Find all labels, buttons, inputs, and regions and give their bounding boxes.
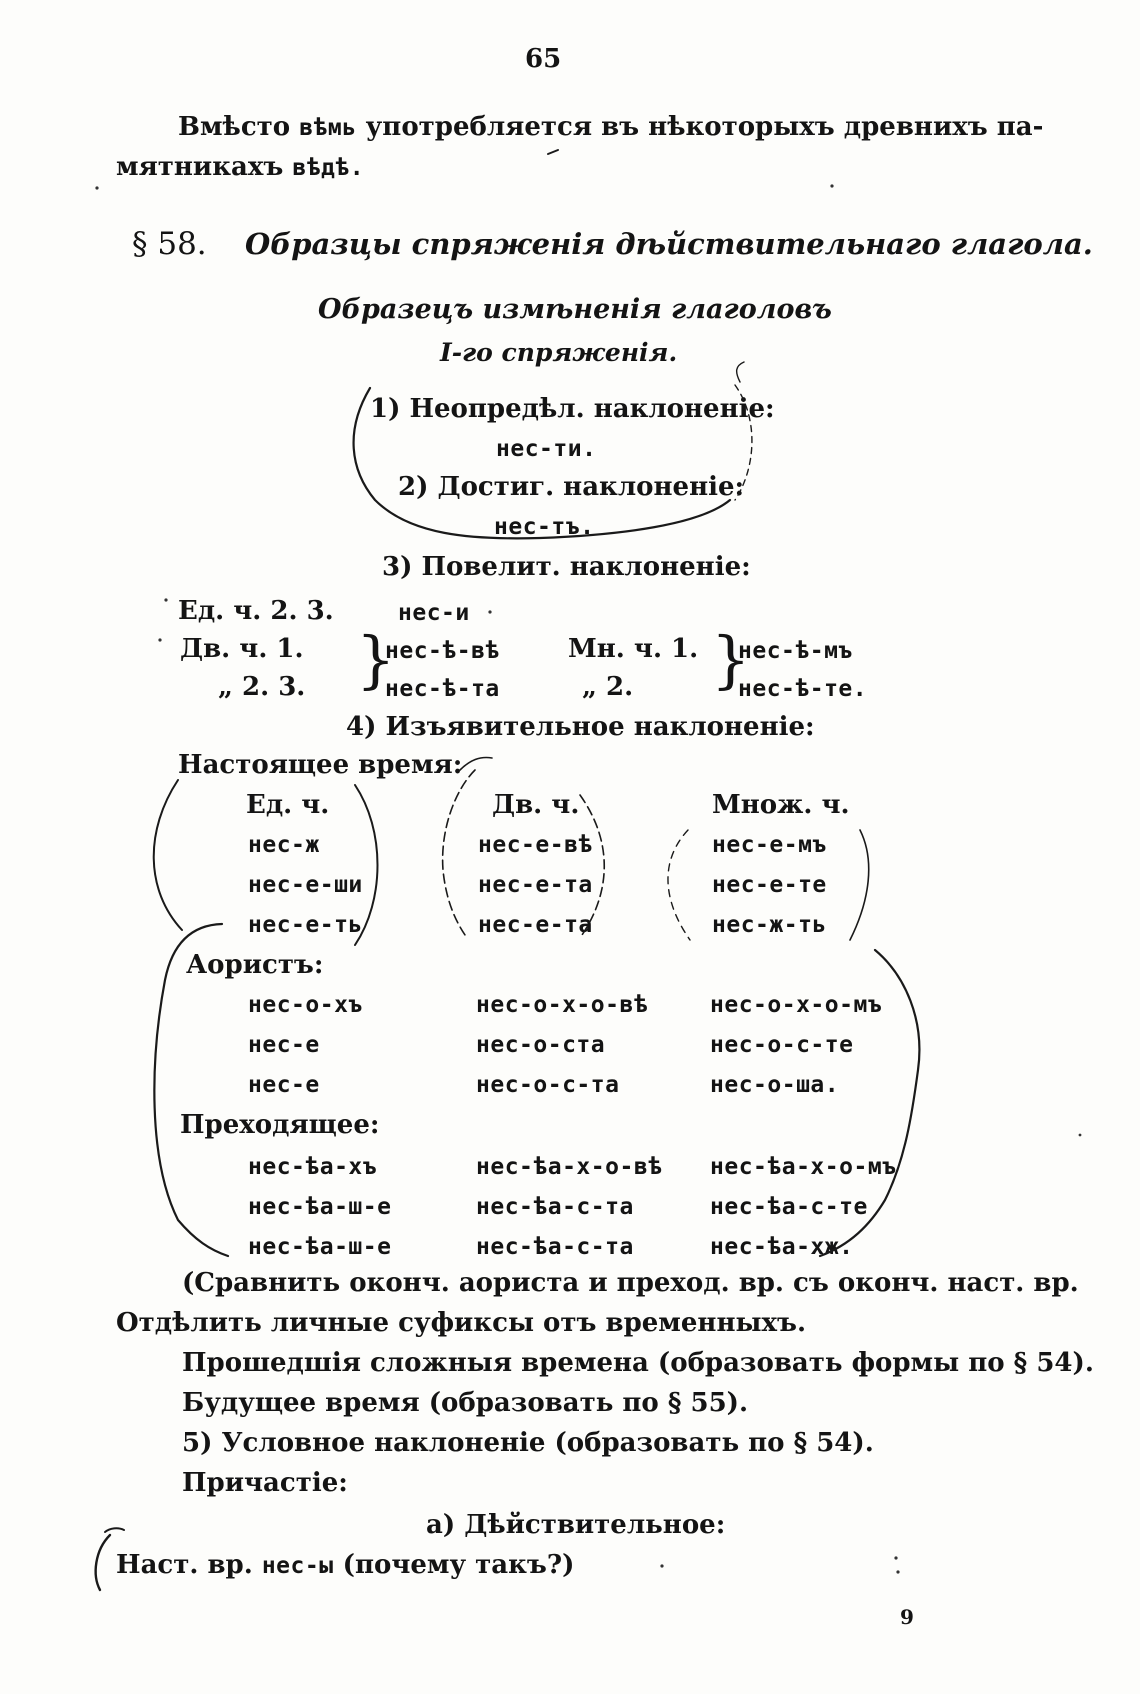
pencil-dot: [158, 638, 161, 641]
imperative-pl-label-1: Мн. ч. 1.: [568, 634, 699, 664]
mood-imperative: 3) Повелит. наклоненіе:: [382, 552, 751, 582]
pencil-dot: [1079, 1134, 1082, 1137]
pattern-heading: Образецъ измѣненія глаголовъ: [318, 294, 832, 325]
imperative-sg-label: Ед. ч. 2. 3.: [178, 596, 334, 626]
intro-line-1: [178, 112, 1043, 143]
pencil-bracket: [850, 830, 869, 940]
imperfect-pl-1: нес-ѣа-х-о-мъ: [710, 1154, 897, 1180]
section-number: § 58.: [132, 226, 207, 262]
aorist-label: Аористъ:: [186, 950, 324, 980]
pencil-mark: [105, 1528, 124, 1532]
note-line-3: Прошедшія сложныя времена (образовать формы по § 54).: [182, 1348, 1094, 1378]
brace: }: [711, 623, 751, 696]
present-pl-2: нес-е-те: [712, 872, 827, 898]
imperfect-label: Преходящее:: [180, 1110, 380, 1140]
present-sg-3: нес-е-ть: [248, 912, 363, 938]
pencil-dot: [95, 186, 98, 189]
imperative-pl-form-2: нес-ѣ-те.: [738, 676, 868, 702]
mood-infinitive: 1) Неопредѣл. наклоненіе:: [370, 394, 775, 424]
aorist-sg-1: нес-о-хъ: [248, 992, 363, 1018]
present-pl-1: нес-е-мъ: [712, 832, 827, 858]
intro-line-2: [116, 152, 364, 183]
aorist-du-3: нес-о-с-та: [476, 1072, 620, 1098]
pencil-parenthesis: [96, 1535, 110, 1590]
intro-text: употребляется въ нѣкоторыхъ древнихъ па-: [365, 112, 1044, 142]
aorist-pl-1: нес-о-х-о-мъ: [710, 992, 883, 1018]
aorist-pl-3: нес-о-ша.: [710, 1072, 840, 1098]
participle-label: Причастіе:: [182, 1468, 348, 1498]
aorist-sg-3: нес-е: [248, 1072, 320, 1098]
participle-present-form: нес-ы: [261, 1553, 334, 1579]
imperative-du-label-1: Дв. ч. 1.: [180, 634, 304, 664]
infinitive-form: нес-ти.: [496, 436, 597, 462]
pencil-mark: [460, 758, 492, 771]
church-slavonic-word: вѣдѣ.: [292, 155, 365, 181]
pencil-bracket-dashed: [668, 830, 690, 940]
pencil-dot: [830, 184, 833, 187]
participle-active: а) Дѣйствительное:: [426, 1510, 726, 1540]
mood-conditional: 5) Условное наклоненіе (образовать по § 54).: [182, 1428, 874, 1458]
present-du-2: нес-е-та: [478, 872, 593, 898]
pencil-bracket-dashed: [443, 770, 475, 935]
imperfect-du-3: нес-ѣа-с-та: [476, 1234, 634, 1260]
mood-supine: 2) Достиг. наклоненіе:: [398, 472, 745, 502]
present-label: Настоящее время:: [178, 750, 463, 780]
pencil-dot: [488, 610, 491, 613]
column-dual: Дв. ч.: [492, 790, 580, 820]
imperfect-sg-2: нес-ѣа-ш-е: [248, 1194, 392, 1220]
imperative-sg-form: нес-и: [398, 600, 470, 626]
intro-text: мятникахъ: [116, 152, 284, 182]
aorist-du-2: нес-о-ста: [476, 1032, 606, 1058]
imperative-du-form-1: нес-ѣ-вѣ: [385, 638, 500, 664]
pencil-dot: [164, 598, 167, 601]
pencil-dot: [894, 1556, 897, 1559]
pencil-dot: [896, 1570, 899, 1573]
pencil-bracket: [154, 780, 182, 930]
imperfect-du-1: нес-ѣа-х-о-вѣ: [476, 1154, 663, 1180]
present-sg-1: нес-ж: [248, 832, 320, 858]
participle-present: [116, 1550, 574, 1581]
present-pl-3: нес-ж-ть: [712, 912, 827, 938]
mood-indicative: 4) Изъявительное наклоненіе:: [346, 712, 815, 742]
aorist-sg-2: нес-е: [248, 1032, 320, 1058]
present-sg-2: нес-е-ши: [248, 872, 363, 898]
pencil-mark: [548, 150, 558, 154]
imperfect-du-2: нес-ѣа-с-та: [476, 1194, 634, 1220]
brace: }: [356, 623, 396, 696]
page-number: 65: [525, 44, 562, 74]
imperative-pl-label-2: „ 2.: [582, 672, 634, 702]
column-plural: Множ. ч.: [712, 790, 850, 820]
section-title: Образцы спряженія дѣйствительнаго глагола.: [245, 227, 1093, 261]
participle-present-label: Наст. вр.: [116, 1550, 253, 1580]
present-du-1: нес-е-вѣ: [478, 832, 593, 858]
imperfect-sg-1: нес-ѣа-хъ: [248, 1154, 378, 1180]
church-slavonic-word: вѣмь: [299, 115, 357, 141]
aorist-pl-2: нес-о-с-те: [710, 1032, 854, 1058]
participle-present-question: (почему такъ?): [342, 1550, 575, 1580]
signature-mark: 9: [900, 1605, 914, 1629]
imperfect-pl-2: нес-ѣа-с-те: [710, 1194, 868, 1220]
aorist-du-1: нес-о-х-о-вѣ: [476, 992, 649, 1018]
pencil-mark: [737, 362, 744, 382]
imperative-du-label-2: „ 2. 3.: [218, 672, 306, 702]
imperative-pl-form-1: нес-ѣ-мъ: [738, 638, 853, 664]
note-line-4: Будущее время (образовать по § 55).: [182, 1388, 749, 1418]
supine-form: нес-тъ.: [494, 514, 595, 540]
imperative-du-form-2: нес-ѣ-та: [385, 676, 500, 702]
intro-text: Вмѣсто: [178, 112, 291, 142]
imperfect-sg-3: нес-ѣа-ш-е: [248, 1234, 392, 1260]
present-du-3: нес-е-та: [478, 912, 593, 938]
conjugation-heading: І-го спряженія.: [440, 338, 678, 367]
column-singular: Ед. ч.: [246, 790, 330, 820]
pencil-dot: [660, 1564, 663, 1567]
note-line-1: (Сравнить оконч. аориста и преход. вр. съ оконч. наст. вр.: [182, 1268, 1079, 1298]
imperfect-pl-3: нес-ѣа-хж.: [710, 1234, 854, 1260]
note-line-2: Отдѣлить личные суфиксы отъ временныхъ.: [116, 1308, 807, 1338]
